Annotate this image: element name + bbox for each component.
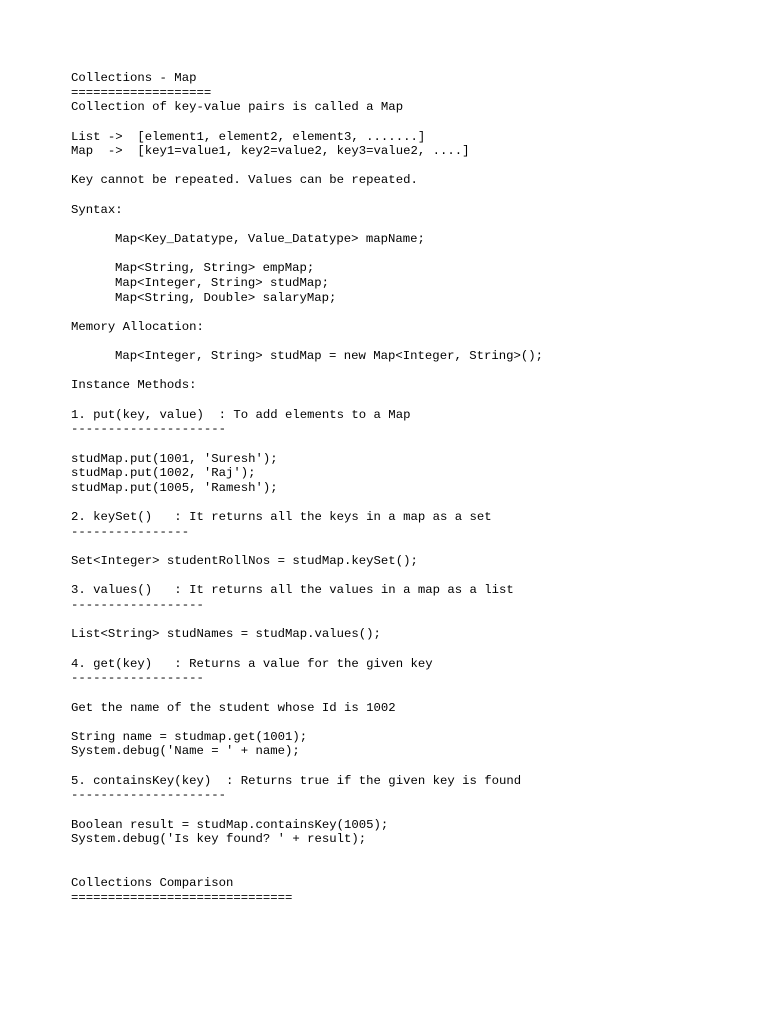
blank-line [71,686,751,701]
text-line: Map<Integer, String> studMap; [115,275,330,290]
text-line: Memory Allocation: [71,319,204,334]
blank-line [71,393,751,408]
document-page [71,71,751,906]
text-line: List -> [element1, element2, element3, .......] [71,129,426,144]
text-line: ============================== [71,890,293,905]
text-line: Map<String, Double> salaryMap; [115,290,337,305]
blank-line [71,115,751,130]
text-line: Map -> [key1=value1, key2=value2, key3=value2, ....] [71,144,470,159]
text-line: Map<Integer, String> studMap = new Map<Integer, String>(); [115,349,544,364]
blank-line [71,217,751,232]
blank-line [71,335,751,350]
text-line: List<String> studNames = studMap.values(); [71,627,381,642]
blank-line [71,759,751,774]
blank-line [71,159,751,174]
blank-line [71,715,751,730]
text-line: 5. containsKey(key) : Returns true if the given key is found [71,773,522,788]
blank-line [71,496,751,511]
blank-line [71,803,751,818]
text-line: Set<Integer> studentRollNos = studMap.keySet(); [71,554,418,569]
text-line: 4. get(key) : Returns a value for the given key [71,656,433,671]
text-line: =================== [71,85,212,100]
text-line: Collections - Map [71,71,197,85]
blank-line [71,847,751,862]
text-line: Collection of key-value pairs is called a Map [71,100,404,115]
text-line: --------------------- [71,788,226,803]
text-line: System.debug('Name = ' + name); [71,744,300,759]
text-line: --------------------- [71,422,226,437]
text-line: Boolean result = studMap.containsKey(1005); [71,817,389,832]
text-line: studMap.put(1001, 'Suresh'); [71,451,278,466]
blank-line [71,247,751,262]
text-line: Map<Key_Datatype, Value_Datatype> mapName; [115,232,425,247]
text-line: studMap.put(1002, 'Raj'); [71,466,256,481]
text-line: ------------------ [71,671,204,686]
blank-line [71,862,751,877]
blank-line [71,540,751,555]
blank-line [71,569,751,584]
text-line: 3. values() : It returns all the values in a map as a list [71,583,514,598]
blank-line [71,642,751,657]
blank-line [71,188,751,203]
text-line: System.debug('Is key found? ' + result); [71,832,367,847]
text-line: Map<String, String> empMap; [115,261,315,276]
text-line: String name = studmap.get(1001); [71,729,308,744]
text-line: Get the name of the student whose Id is 1002 [71,700,396,715]
text-line: studMap.put(1005, 'Ramesh'); [71,480,278,495]
text-line: Collections Comparison [71,876,234,891]
text-line: Instance Methods: [71,378,197,393]
text-line: 1. put(key, value) : To add elements to a Map [71,407,411,422]
blank-line [71,364,751,379]
blank-line [71,437,751,452]
text-line: ------------------ [71,598,204,613]
text-line: Syntax: [71,202,123,217]
text-line: 2. keySet() : It returns all the keys in a map as a set [71,510,492,525]
blank-line [71,305,751,320]
text-line: Key cannot be repeated. Values can be repeated. [71,173,418,188]
blank-line [71,613,751,628]
text-line: ---------------- [71,524,190,539]
